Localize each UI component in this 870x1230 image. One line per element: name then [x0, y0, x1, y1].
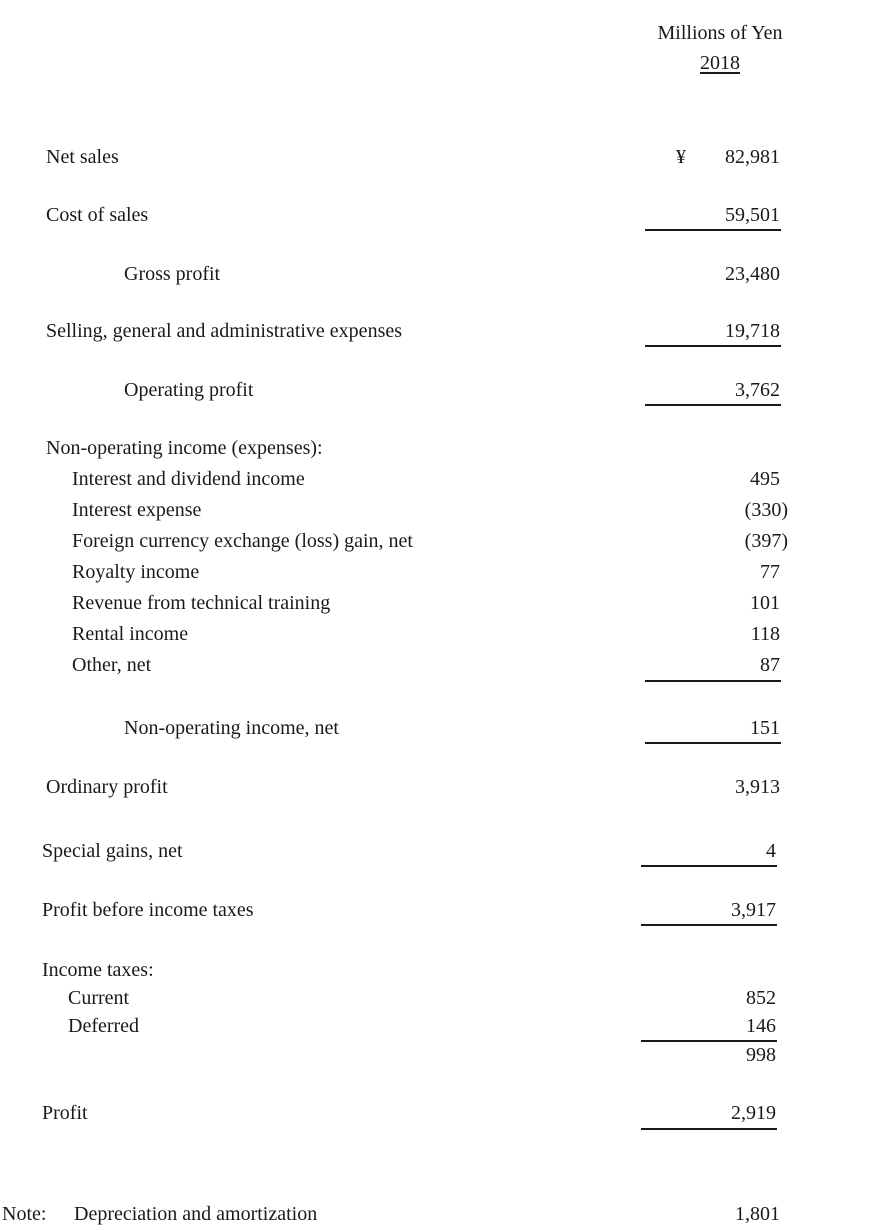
non-operating-net-label: Non-operating income, net: [124, 717, 339, 739]
special-gains-value: 4: [766, 840, 776, 862]
deferred-tax-value: 146: [746, 1015, 776, 1037]
net-sales-value: 82,981: [725, 146, 780, 168]
special-gains-label: Special gains, net: [42, 840, 183, 862]
gross-profit-label: Gross profit: [124, 263, 221, 285]
ordinary-profit-value: 3,913: [735, 776, 780, 798]
rental-label: Rental income: [72, 623, 189, 645]
profit-before-tax-label: Profit before income taxes: [42, 899, 254, 921]
currency-header: Millions of Yen: [657, 22, 783, 44]
year-header-wrap: [640, 49, 800, 77]
non-operating-heading: Non-operating income (expenses):: [46, 437, 323, 459]
note-label: Depreciation and amortization: [74, 1203, 318, 1225]
non-operating-net-rule: [645, 742, 781, 744]
note-prefix: Note:: [2, 1203, 47, 1225]
profit-before-tax-rule: [641, 924, 777, 926]
operating-profit-label: Operating profit: [124, 379, 254, 401]
tech-training-value: 101: [750, 592, 780, 614]
net-sales-label: Net sales: [46, 146, 119, 168]
sga-value: 19,718: [725, 320, 780, 342]
current-tax-value: 852: [746, 987, 776, 1009]
interest-expense-label: Interest expense: [72, 499, 202, 521]
tech-training-label: Revenue from technical training: [72, 592, 331, 614]
income-taxes-total-value: 998: [746, 1044, 776, 1066]
fx-label: Foreign currency exchange (loss) gain, net: [72, 530, 413, 552]
note-value: 1,801: [735, 1203, 780, 1225]
operating-profit-rule: [645, 404, 781, 406]
gross-profit-value: 23,480: [725, 263, 780, 285]
rental-value: 118: [750, 623, 780, 645]
cost-of-sales-rule: [645, 229, 781, 231]
non-operating-net-value: 151: [750, 717, 780, 739]
interest-dividend-value: 495: [750, 468, 780, 490]
cost-of-sales-label: Cost of sales: [46, 204, 149, 226]
operating-profit-value: 3,762: [735, 379, 780, 401]
interest-dividend-label: Interest and dividend income: [72, 468, 305, 490]
sga-rule: [645, 345, 781, 347]
year-header: 2018: [700, 52, 740, 74]
sga-label: Selling, general and administrative expenses: [46, 320, 403, 342]
royalty-value: 77: [760, 561, 780, 583]
profit-value: 2,919: [731, 1102, 776, 1124]
deferred-tax-label: Deferred: [68, 1015, 140, 1037]
yen-symbol: ¥: [676, 146, 686, 168]
fx-value: (397): [744, 530, 788, 552]
cost-of-sales-value: 59,501: [725, 204, 780, 226]
royalty-label: Royalty income: [72, 561, 200, 583]
other-rule: [645, 680, 781, 682]
special-gains-rule: [641, 865, 777, 867]
deferred-tax-rule: [641, 1040, 777, 1042]
ordinary-profit-label: Ordinary profit: [46, 776, 168, 798]
profit-label: Profit: [42, 1102, 88, 1124]
other-label: Other, net: [72, 654, 152, 676]
other-value: 87: [760, 654, 780, 676]
income-taxes-heading: Income taxes:: [42, 959, 154, 981]
profit-rule: [641, 1128, 777, 1130]
interest-expense-value: (330): [744, 499, 788, 521]
current-tax-label: Current: [68, 987, 130, 1009]
profit-before-tax-value: 3,917: [731, 899, 776, 921]
